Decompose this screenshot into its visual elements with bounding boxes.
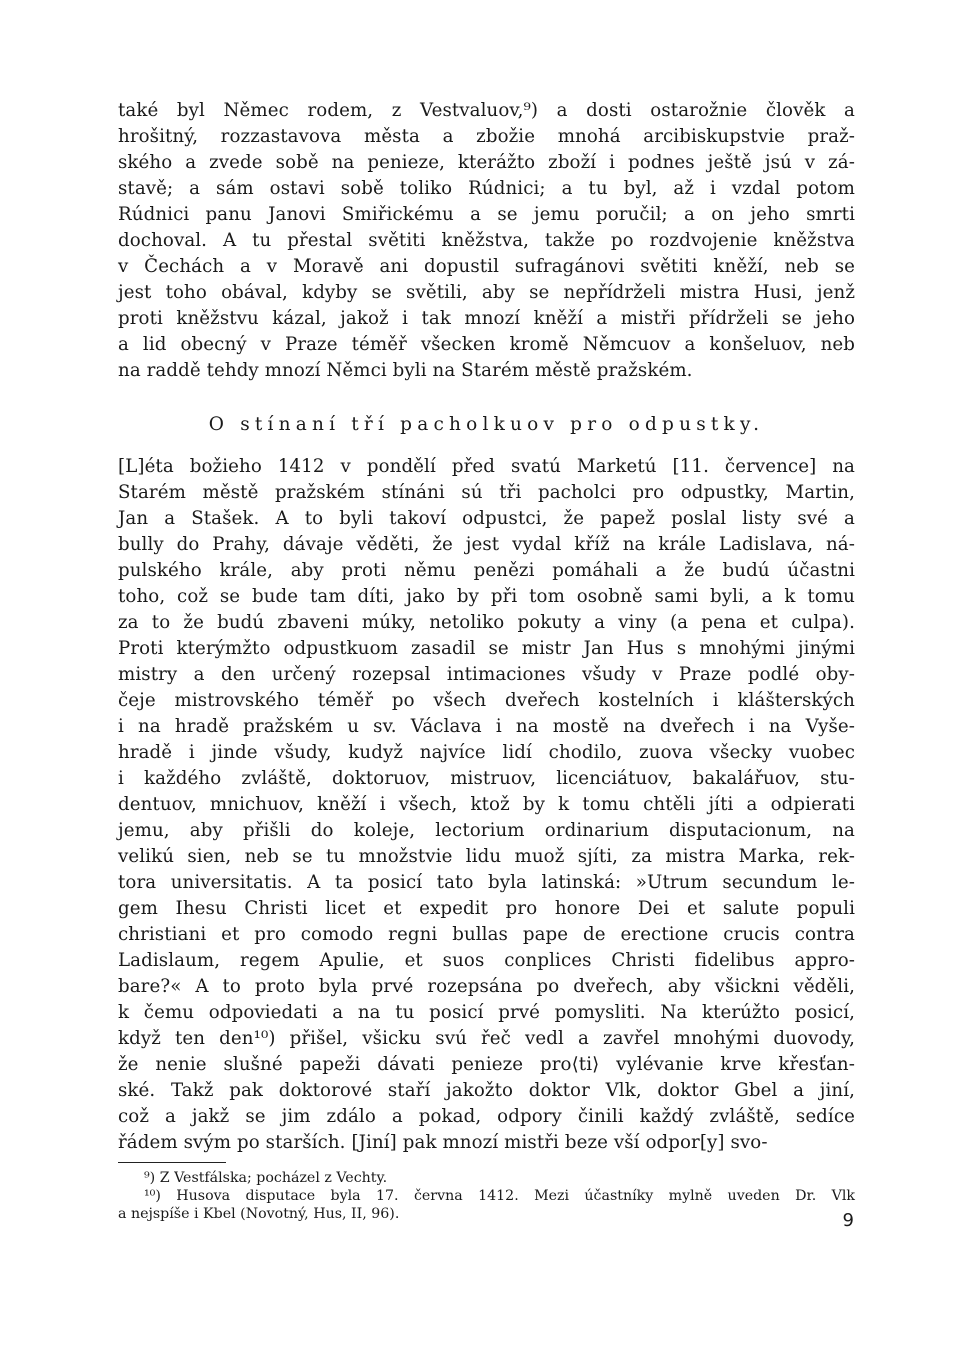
paragraph-main-line: tora universitatis. A ta posicí tato byla latinská: »Utrum secundum le- [118, 872, 855, 893]
paragraph-main-line: Jan a Stašek. A to byli takoví odpustci, že papež poslal listy své a [118, 508, 855, 529]
paragraph-main-line: řádem svým po starších. [Jiní] pak mnozí mistři beze vší odpor[y] svo- [118, 1132, 768, 1153]
paragraph-main-line: i každého zvláště, doktoruov, mistruov, licenciátuov, bakalářuov, stu- [118, 768, 855, 789]
paragraph-continuation-line: jest toho obával, kdyby se světili, aby se nepřídrželi mistra Husi, jenž [118, 282, 855, 303]
paragraph-main-line: toho, což se bude tam díti, jako by při tom osobně sami byli, a k tomu [118, 586, 855, 607]
paragraph-main-line: za to že budú zbaveni múky, netoliko pokuty a viny (a pena et culpa). [118, 612, 855, 633]
footnote-10-line-2: a nejspíše i Kbel (Novotný, Hus, II, 96). [118, 1206, 400, 1222]
paragraph-main-line: pulského krále, aby proti němu penězi pomáhali a že budú účastni [118, 560, 855, 581]
paragraph-main-line: když ten den¹⁰) přišel, všicku svú řeč vedl a zavřel mnohými duovody, [118, 1028, 855, 1049]
paragraph-continuation-line: ského a zvede sobě na penieze, kterážto zboží i podnes ještě jsú v zá- [118, 152, 855, 173]
page-content [118, 98, 855, 1223]
paragraph-main-line: což a jakž se jim zdálo a pokad, odpory činili každý zvláště, sedíce [118, 1106, 855, 1127]
footnotes [118, 1169, 855, 1223]
paragraph-main-line: christiani et pro comodo regni bullas pape de erectione crucis contra [118, 924, 855, 945]
paragraph-main-line: k čemu odpoviedati a na tu posicí prvé pomysliti. Na kterúžto posicí, [118, 1002, 855, 1023]
paragraph-main-line: Starém městě pražském stínáni sú tři pacholci pro odpustky, Martin, [118, 482, 855, 503]
paragraph-continuation-line: hrošitný, rozzastavova města a zbožie mnohá arcibiskupstvie praž- [118, 126, 855, 147]
paragraph-main-line: [L]éta božieho 1412 v pondělí před svatú Marketú [11. července] na [118, 456, 855, 477]
paragraph-main-line: bare?« A to proto byla prvé rozepsána po dveřech, aby všickni věděli, [118, 976, 855, 997]
paragraph-continuation-line: Rúdnici panu Janovi Smiřickému a se jemu poručil; a on jeho smrti [118, 204, 855, 225]
paragraph-continuation-line: dochoval. A tu přestal světiti kněžstva, takže po rozdvojenie kněžstva [118, 230, 855, 251]
paragraph-continuation-line: na raddě tehdy mnozí Němci byli na Starém městě pražském. [118, 360, 693, 381]
paragraph-main-line: hradě i jinde všudy, kudyž najvíce lidí chodilo, zuova všecky vuobec [118, 742, 855, 763]
paragraph-main-line: Proti kterýmžto odpustkuom zasadil se mistr Jan Hus s mnohými jinými [118, 638, 855, 659]
paragraph-main-line: ské. Takž pak doktorové staří jakožto doktor Vlk, doktor Gbel a jiní, [118, 1080, 855, 1101]
paragraph-main-line: i na hradě pražském u sv. Václava i na mostě na dveřech i na Vyše- [118, 716, 855, 737]
paragraph-main-line: velikú sien, neb se tu množstvie lidu muož sjíti, za mistra Marka, rek- [118, 846, 855, 867]
paragraph-continuation-line: proti kněžstvu kázal, jakož i tak mnozí kněží a mistři přídrželi se jeho [118, 308, 855, 329]
page-number: 9 [842, 1210, 854, 1231]
paragraph-main-line: Ladislaum, regem Apulie, et suos conplices Christi fidelibus appro- [118, 950, 855, 971]
paragraph-main-line: gem Ihesu Christi licet et expedit pro honore Dei et salute populi [118, 898, 855, 919]
paragraph-main-line: čeje mistrovského téměř po všech dveřech kostelních i klášterských [118, 690, 855, 711]
paragraph-main-line: že nenie slušné papeži dávati penieze pro⟨ti⟩ vylévanie krve křesťan- [118, 1054, 855, 1075]
paragraph-continuation-line: v Čechách a v Moravě ani dopustil sufragánovi světiti kněží, neb se [118, 256, 855, 277]
paragraph-continuation-line: stavě; a sám ostavi sobě toliko Rúdnici; a tu byl, až i vzdal potom [118, 178, 855, 199]
paragraph-main-line: bully do Prahy, dávaje věděti, že jest vydal kříž na krále Ladislava, ná- [118, 534, 855, 555]
paragraph-main-line: jemu, aby přišli do koleje, lectorium ordinarium disputacionum, na [118, 820, 855, 841]
footnote-divider [118, 1162, 226, 1163]
paragraph-main [118, 454, 855, 1156]
paragraph-main-line: mistry a den určený rozepsal intimaciones všudy v Praze podlé oby- [118, 664, 855, 685]
section-heading: O stínaní tří pacholkuov pro odpustky. [208, 414, 765, 435]
footnote-10-line-1: ¹⁰) Husova disputace byla 17. června 1412. Mezi účastníky mylně uveden Dr. Vlk [144, 1188, 855, 1204]
footnote-9: ⁹) Z Vestfálska; pocházel z Vechty. [144, 1170, 388, 1186]
paragraph-continuation-line: a lid obecný v Praze téměř všecken kromě Němcuov a konšeluov, neb [118, 334, 855, 355]
paragraph-continuation-line: také byl Němec rodem, z Vestvaluov,⁹) a dosti ostarožnie člověk a [118, 100, 855, 121]
paragraph-continuation [118, 98, 855, 384]
paragraph-main-line: dentuov, mnichuov, kněží i všech, ktož by k tomu chtěli jíti a odpierati [118, 794, 855, 815]
